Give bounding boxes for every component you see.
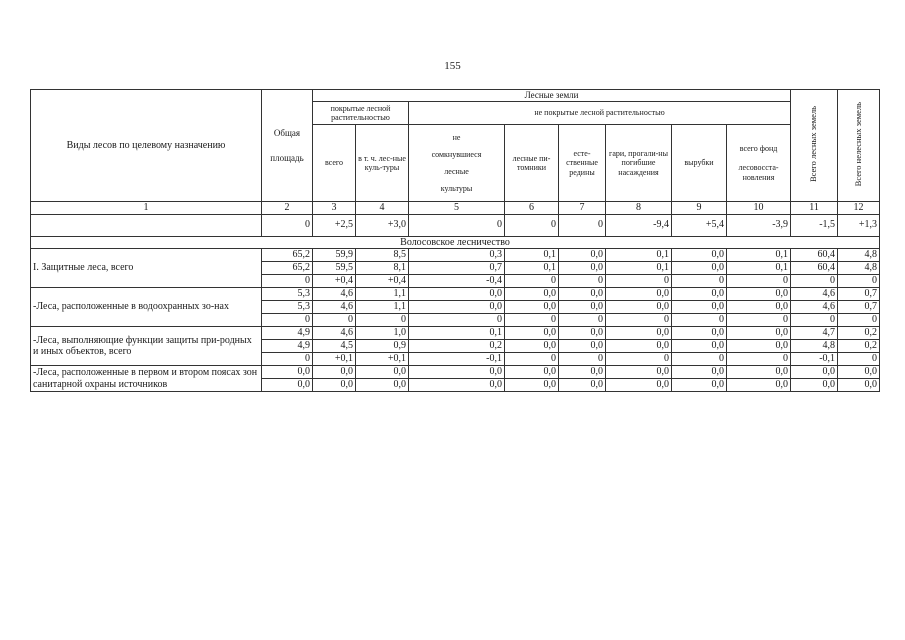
table-cell: 65,2 (262, 262, 313, 275)
table-cell: 0,0 (838, 366, 880, 379)
table-cell: 0,2 (838, 340, 880, 353)
table-cell: -0,1 (409, 353, 505, 366)
table-cell: 0 (606, 275, 672, 288)
table-row (31, 288, 880, 301)
header-row-1 (31, 90, 880, 102)
header-nurseries: лесные пи-томники (505, 125, 559, 202)
table-cell: 4,7 (791, 327, 838, 340)
table-cell: 0,0 (559, 379, 606, 392)
table-cell: 0,0 (262, 366, 313, 379)
header-covered-total: всего (313, 125, 356, 202)
table-cell: 0,1 (727, 262, 791, 275)
table-cell: +3,0 (356, 214, 409, 236)
header-total-area (262, 90, 313, 202)
table-cell: 0,0 (727, 301, 791, 314)
table-cell: 0,0 (606, 327, 672, 340)
table-cell: 0 (262, 214, 313, 236)
forest-type-name: I. Защитные леса, всего (31, 249, 262, 288)
table-cell: -0,1 (791, 353, 838, 366)
table-cell: -3,9 (727, 214, 791, 236)
table-cell: 0,0 (559, 366, 606, 379)
table-cell: 0 (409, 214, 505, 236)
table-cell: 0,0 (313, 366, 356, 379)
header-forest-lands: Лесные земли (313, 90, 791, 102)
column-number: 12 (838, 202, 880, 215)
column-number: 2 (262, 202, 313, 215)
table-cell: 60,4 (791, 249, 838, 262)
change-row (31, 214, 880, 236)
table-cell: 4,5 (313, 340, 356, 353)
table-cell: 0 (559, 353, 606, 366)
forest-type-name: -Леса, выполняющие функции защиты при-родных и иных объектов, всего (31, 327, 262, 366)
table-cell: 0 (262, 275, 313, 288)
table-cell: 0,0 (559, 249, 606, 262)
table-cell: 4,6 (313, 327, 356, 340)
section-row (31, 236, 880, 249)
header-total-forest-lands-text: Всего лесных земель (808, 106, 819, 183)
header-unclosed-line1: не (452, 132, 461, 142)
table-cell: 0 (505, 275, 559, 288)
table-cell: 0 (672, 353, 727, 366)
table-cell: 0,0 (409, 366, 505, 379)
table-cell: 0 (727, 314, 791, 327)
table-cell: +0,4 (356, 275, 409, 288)
header-unclosed-plantations (409, 125, 505, 202)
column-number: 11 (791, 202, 838, 215)
table-cell: 0,0 (672, 288, 727, 301)
header-natural-glades: есте-ственные редины (559, 125, 606, 202)
table-row (31, 366, 880, 379)
column-number: 7 (559, 202, 606, 215)
table-cell: 0,7 (838, 301, 880, 314)
table-cell: 0,1 (606, 262, 672, 275)
table-cell: 65,2 (262, 249, 313, 262)
table-cell: +0,1 (313, 353, 356, 366)
table-cell: 0,0 (505, 301, 559, 314)
table-cell: 0,0 (559, 301, 606, 314)
table-cell: 0,0 (313, 379, 356, 392)
table-cell: 0,0 (559, 262, 606, 275)
table-cell: 0,7 (838, 288, 880, 301)
header-total-area-line2: площадь (270, 152, 304, 163)
table-cell: 0,0 (672, 379, 727, 392)
table-cell: 1,1 (356, 301, 409, 314)
table-body (31, 214, 880, 392)
table-cell: 0,9 (356, 340, 409, 353)
table-cell: 0,0 (672, 262, 727, 275)
table-cell: 0 (727, 353, 791, 366)
table-cell: 0,0 (606, 340, 672, 353)
header-covered-plantations: в т. ч. лес-ные куль-туры (356, 125, 409, 202)
table-cell: 0,0 (262, 379, 313, 392)
table-cell: 4,9 (262, 327, 313, 340)
table-cell: 0 (313, 314, 356, 327)
header-clearings: вырубки (672, 125, 727, 202)
table-cell: 8,5 (356, 249, 409, 262)
table-cell: 0,0 (791, 366, 838, 379)
table-cell: 0 (262, 314, 313, 327)
table-cell: 1,0 (356, 327, 409, 340)
header-reforest-fund-line1: всего фонд (739, 144, 778, 154)
header-unclosed-line4: культуры (440, 184, 473, 194)
table-cell: 0 (838, 275, 880, 288)
table-cell: 0,0 (672, 340, 727, 353)
table-row (31, 249, 880, 262)
table-cell: 0,0 (791, 379, 838, 392)
change-row-label (31, 214, 262, 236)
table-cell: -0,4 (409, 275, 505, 288)
column-number: 4 (356, 202, 409, 215)
section-title: Волосовское лесничество (31, 236, 880, 249)
table-cell: 0,0 (409, 379, 505, 392)
table-cell: 4,6 (313, 301, 356, 314)
header-total-forest-lands (791, 90, 838, 202)
header-covered: покрытые лесной растительностью (313, 102, 409, 125)
header-not-covered: не покрытые лесной растительностью (409, 102, 791, 125)
table-cell: 0 (727, 275, 791, 288)
table-cell: 0,0 (606, 301, 672, 314)
column-number: 6 (505, 202, 559, 215)
table-cell: 0,0 (606, 366, 672, 379)
table-cell: 0,0 (505, 327, 559, 340)
table-cell: 0,0 (672, 301, 727, 314)
table-cell: 0,0 (505, 366, 559, 379)
table-cell: 0,2 (838, 327, 880, 340)
table-cell: 4,8 (838, 262, 880, 275)
table-cell: 0 (606, 314, 672, 327)
column-number: 9 (672, 202, 727, 215)
header-total-area-line1: Общая (273, 128, 301, 139)
table-cell: 0,0 (559, 288, 606, 301)
forest-lands-table (30, 89, 880, 392)
table-cell: 0,0 (606, 288, 672, 301)
header-reforest-fund (727, 125, 791, 202)
table-cell: 0,0 (727, 366, 791, 379)
table-cell: 0,0 (727, 340, 791, 353)
table-cell: +0,1 (356, 353, 409, 366)
table-cell: 0 (505, 314, 559, 327)
table-cell: 0 (505, 353, 559, 366)
table-cell: 0,3 (409, 249, 505, 262)
table-cell: 0,1 (505, 262, 559, 275)
table-cell: 0,0 (727, 379, 791, 392)
column-number: 10 (727, 202, 791, 215)
table-cell: 0,0 (672, 366, 727, 379)
forest-type-name: -Леса, расположенные в водоохранных зо-нах (31, 288, 262, 327)
column-number: 3 (313, 202, 356, 215)
table-cell: 0 (559, 314, 606, 327)
table-cell: 0 (409, 314, 505, 327)
table-cell: 0,0 (409, 301, 505, 314)
table-cell: 1,1 (356, 288, 409, 301)
table-cell: 4,6 (791, 288, 838, 301)
table-cell: 60,4 (791, 262, 838, 275)
table-cell: 0,0 (356, 366, 409, 379)
forest-type-name: -Леса, расположенные в первом и втором поясах зон санитарной охраны источников (31, 366, 262, 392)
table-cell: 0,7 (409, 262, 505, 275)
table-cell: +1,3 (838, 214, 880, 236)
table-cell: 5,3 (262, 288, 313, 301)
table-cell: +2,5 (313, 214, 356, 236)
table-cell: 4,6 (313, 288, 356, 301)
table-cell: 0 (672, 314, 727, 327)
table-cell: 4,9 (262, 340, 313, 353)
table-cell: 0 (559, 214, 606, 236)
page-number: 155 (444, 60, 461, 72)
table-cell: 0,0 (672, 327, 727, 340)
table-cell: -9,4 (606, 214, 672, 236)
table-cell: 0 (262, 353, 313, 366)
table-cell: 0,1 (606, 249, 672, 262)
column-number: 8 (606, 202, 672, 215)
header-total-nonforest-lands-text: Всего нелесных земель (852, 102, 863, 187)
table-cell: 0 (606, 353, 672, 366)
table-cell: 0,1 (727, 249, 791, 262)
table-cell: 4,8 (791, 340, 838, 353)
table-cell: 0,0 (559, 340, 606, 353)
table-cell: 0,0 (559, 327, 606, 340)
table-cell: 0 (356, 314, 409, 327)
table-cell: 0,0 (672, 249, 727, 262)
table-cell: 0,0 (606, 379, 672, 392)
header-unclosed-line2: сомкнувшиеся (431, 149, 482, 159)
table-cell: 0 (505, 214, 559, 236)
table-cell: 0,0 (838, 379, 880, 392)
table-cell: 0,0 (727, 288, 791, 301)
table-cell: 0,0 (356, 379, 409, 392)
table-cell: 0,0 (505, 340, 559, 353)
column-number-row (31, 202, 880, 215)
table-cell: 0 (838, 353, 880, 366)
table-cell: 0 (838, 314, 880, 327)
table-cell: 0,0 (409, 288, 505, 301)
header-burned: гари, прогали-ны погибшие насаждения (606, 125, 672, 202)
table-cell: +0,4 (313, 275, 356, 288)
table-cell: 0,1 (409, 327, 505, 340)
table-cell: 4,6 (791, 301, 838, 314)
header-unclosed-line3: лесные (444, 167, 469, 176)
table-cell: +5,4 (672, 214, 727, 236)
table-cell: 0,2 (409, 340, 505, 353)
table-cell: 59,5 (313, 262, 356, 275)
column-number: 1 (31, 202, 262, 215)
header-total-nonforest-lands (838, 90, 880, 202)
table-cell: 0,1 (505, 249, 559, 262)
header-type-of-forest: Виды лесов по целевому назначению (31, 90, 262, 202)
table-cell: 0,0 (505, 288, 559, 301)
column-number: 5 (409, 202, 505, 215)
table-row (31, 327, 880, 340)
table-cell: 0 (791, 314, 838, 327)
header-reforest-fund-line2: лесовосста-новления (738, 163, 779, 182)
table-cell: 0 (672, 275, 727, 288)
table-cell: 0,0 (505, 379, 559, 392)
table-cell: 0 (559, 275, 606, 288)
table-cell: 0,0 (727, 327, 791, 340)
table-cell: 5,3 (262, 301, 313, 314)
table-cell: -1,5 (791, 214, 838, 236)
table-cell: 59,9 (313, 249, 356, 262)
table-cell: 8,1 (356, 262, 409, 275)
table-cell: 4,8 (838, 249, 880, 262)
table-cell: 0 (791, 275, 838, 288)
